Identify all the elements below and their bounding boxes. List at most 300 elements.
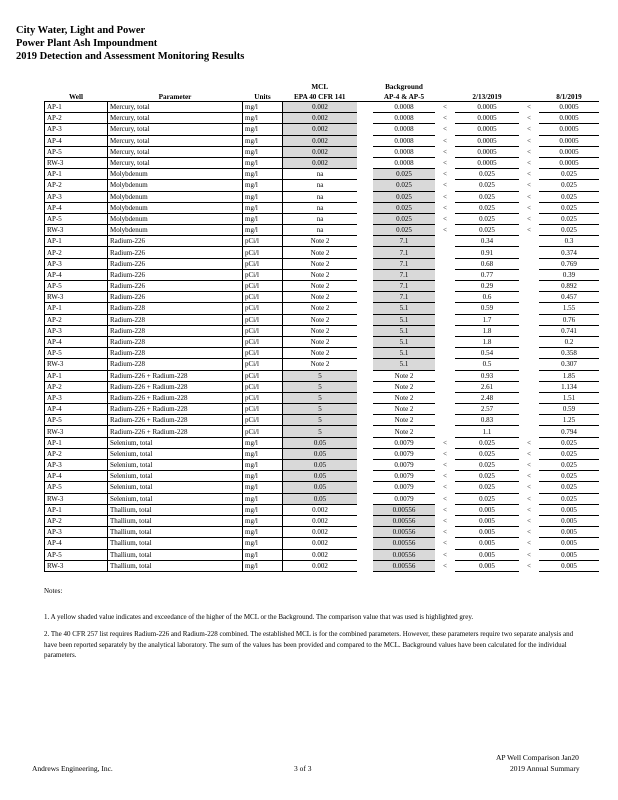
result-2-cell: 0.769 (539, 258, 599, 269)
qualifier-1-cell (435, 370, 455, 381)
background-cell: 0.00556 (373, 515, 435, 526)
units-cell: mg/l (243, 213, 283, 224)
mcl-cell: 0.002 (283, 102, 358, 113)
background-cell: 0.00556 (373, 527, 435, 538)
table-row (45, 325, 600, 336)
units-cell: mg/l (243, 113, 283, 124)
mcl-cell: 0.002 (283, 549, 358, 560)
parameter-cell: Radium-228 (108, 303, 243, 314)
result-2-cell: 0.005 (539, 527, 599, 538)
mcl-cell: Note 2 (283, 325, 358, 336)
qualifier-2-cell: < (527, 181, 531, 190)
table-row (45, 359, 600, 370)
background-cell: 7.1 (373, 247, 435, 258)
table-row (45, 538, 600, 549)
qualifier-2-cell (519, 336, 539, 347)
units-cell: mg/l (243, 493, 283, 504)
background-cell: 7.1 (373, 281, 435, 292)
mcl-cell: na (283, 213, 358, 224)
result-2-cell: 0.457 (539, 292, 599, 303)
units-cell: mg/l (243, 180, 283, 191)
qualifier-2-cell: < (527, 159, 531, 168)
result-1-cell: 0.0005 (455, 124, 519, 135)
background-cell: 7.1 (373, 292, 435, 303)
result-2-cell: 0.025 (539, 460, 599, 471)
result-1-cell: 0.34 (455, 236, 519, 247)
units-cell: pCi/l (243, 415, 283, 426)
qualifier-2-cell: < (527, 226, 531, 235)
qualifier-1-cell: < (443, 528, 447, 537)
well-cell: AP-1 (45, 504, 108, 515)
parameter-cell: Thallium, total (108, 515, 243, 526)
result-2-cell: 0.0005 (539, 146, 599, 157)
result-1-cell: 2.48 (455, 392, 519, 403)
background-cell: 0.0079 (373, 460, 435, 471)
qualifier-2-cell: < (527, 136, 531, 145)
table-row (45, 471, 600, 482)
mcl-cell: na (283, 169, 358, 180)
table-row (45, 169, 600, 180)
qualifier-1-cell: < (443, 550, 447, 559)
result-2-cell: 0.2 (539, 336, 599, 347)
background-cell: 7.1 (373, 258, 435, 269)
background-cell: 0.0008 (373, 157, 435, 168)
table-row (45, 415, 600, 426)
qualifier-1-cell (435, 392, 455, 403)
mcl-cell: 0.002 (283, 157, 358, 168)
table-row (45, 281, 600, 292)
qualifier-1-cell: < (443, 449, 447, 458)
result-1-cell: 0.5 (455, 359, 519, 370)
result-1-cell: 0.005 (455, 527, 519, 538)
background-cell: 0.025 (373, 213, 435, 224)
mcl-cell: 0.002 (283, 538, 358, 549)
qualifier-1-cell: < (443, 181, 447, 190)
qualifier-2-cell (519, 426, 539, 437)
units-cell: pCi/l (243, 392, 283, 403)
parameter-cell: Selenium, total (108, 448, 243, 459)
mcl-cell: 0.002 (283, 146, 358, 157)
background-cell: 5.1 (373, 336, 435, 347)
result-2-cell: 0.025 (539, 225, 599, 236)
mcl-cell: 0.002 (283, 113, 358, 124)
parameter-cell: Selenium, total (108, 471, 243, 482)
qualifier-1-cell: < (443, 214, 447, 223)
well-cell: AP-4 (45, 202, 108, 213)
background-cell: Note 2 (373, 426, 435, 437)
result-2-cell: 0.0005 (539, 102, 599, 113)
well-cell: AP-1 (45, 370, 108, 381)
background-cell: 0.0079 (373, 471, 435, 482)
table-row (45, 437, 600, 448)
result-1-cell: 0.0005 (455, 157, 519, 168)
result-2-cell: 0.005 (539, 560, 599, 571)
footer-file-name: AP Well Comparison Jan20 (496, 753, 579, 762)
background-cell: 0.0079 (373, 437, 435, 448)
background-cell: 0.0008 (373, 102, 435, 113)
units-cell: mg/l (243, 504, 283, 515)
result-2-cell: 0.025 (539, 191, 599, 202)
well-cell: AP-5 (45, 146, 108, 157)
qualifier-1-cell (435, 281, 455, 292)
mcl-cell: 0.05 (283, 437, 358, 448)
parameter-cell: Thallium, total (108, 538, 243, 549)
qualifier-2-cell (519, 381, 539, 392)
qualifier-1-cell (435, 325, 455, 336)
units-cell: mg/l (243, 191, 283, 202)
qualifier-2-cell (519, 303, 539, 314)
result-2-cell: 0.025 (539, 169, 599, 180)
mcl-cell: 5 (283, 370, 358, 381)
result-1-cell: 0.93 (455, 370, 519, 381)
qualifier-1-cell (435, 381, 455, 392)
result-2-cell: 0.025 (539, 180, 599, 191)
background-cell: 7.1 (373, 269, 435, 280)
table-row (45, 191, 600, 202)
result-2-cell: 0.005 (539, 515, 599, 526)
result-1-cell: 0.025 (455, 448, 519, 459)
header-date-2: 8/1/2019 (539, 91, 599, 102)
mcl-cell: 0.05 (283, 471, 358, 482)
units-cell: pCi/l (243, 381, 283, 392)
parameter-cell: Molybdenum (108, 202, 243, 213)
background-cell: Note 2 (373, 415, 435, 426)
units-cell: pCi/l (243, 336, 283, 347)
result-1-cell: 0.54 (455, 348, 519, 359)
result-1-cell: 0.005 (455, 560, 519, 571)
mcl-cell: Note 2 (283, 292, 358, 303)
well-cell: RW-3 (45, 493, 108, 504)
parameter-cell: Radium-226 (108, 281, 243, 292)
table-row (45, 527, 600, 538)
qualifier-2-cell (519, 348, 539, 359)
qualifier-2-cell: < (527, 539, 531, 548)
mcl-cell: 0.05 (283, 482, 358, 493)
parameter-cell: Mercury, total (108, 124, 243, 135)
result-2-cell: 1.55 (539, 303, 599, 314)
mcl-cell: Note 2 (283, 336, 358, 347)
qualifier-1-cell (435, 303, 455, 314)
qualifier-1-cell: < (443, 125, 447, 134)
table-row (45, 157, 600, 168)
parameter-cell: Radium-226 + Radium-228 (108, 381, 243, 392)
well-cell: AP-2 (45, 314, 108, 325)
result-2-cell: 0.3 (539, 236, 599, 247)
well-cell: RW-3 (45, 225, 108, 236)
background-cell: Note 2 (373, 370, 435, 381)
background-cell: 0.00556 (373, 538, 435, 549)
table-row (45, 336, 600, 347)
units-cell: mg/l (243, 560, 283, 571)
result-1-cell: 0.005 (455, 538, 519, 549)
parameter-cell: Radium-226 (108, 269, 243, 280)
result-2-cell: 0.005 (539, 504, 599, 515)
qualifier-1-cell (435, 258, 455, 269)
qualifier-1-cell (435, 348, 455, 359)
result-2-cell: 0.005 (539, 549, 599, 560)
result-1-cell: 0.29 (455, 281, 519, 292)
result-2-cell: 0.0005 (539, 124, 599, 135)
background-cell: 5.1 (373, 325, 435, 336)
result-1-cell: 0.91 (455, 247, 519, 258)
background-cell: 0.025 (373, 180, 435, 191)
mcl-cell: Note 2 (283, 314, 358, 325)
qualifier-1-cell (435, 426, 455, 437)
qualifier-2-cell (519, 359, 539, 370)
mcl-cell: 5 (283, 404, 358, 415)
parameter-cell: Molybdenum (108, 169, 243, 180)
result-1-cell: 0.025 (455, 169, 519, 180)
table-row (45, 247, 600, 258)
units-cell: pCi/l (243, 281, 283, 292)
units-cell: mg/l (243, 515, 283, 526)
units-cell: mg/l (243, 102, 283, 113)
mcl-cell: Note 2 (283, 281, 358, 292)
table-row (45, 482, 600, 493)
header-line-1: City Water, Light and Power (16, 25, 146, 36)
table-row (45, 124, 600, 135)
result-2-cell: 0.59 (539, 404, 599, 415)
background-cell: 0.0008 (373, 113, 435, 124)
qualifier-2-cell (519, 247, 539, 258)
parameter-cell: Radium-226 + Radium-228 (108, 392, 243, 403)
qualifier-2-cell (519, 258, 539, 269)
table-row (45, 448, 600, 459)
parameter-cell: Radium-226 + Radium-228 (108, 426, 243, 437)
background-cell: 0.025 (373, 169, 435, 180)
well-cell: AP-4 (45, 404, 108, 415)
units-cell: mg/l (243, 437, 283, 448)
units-cell: mg/l (243, 146, 283, 157)
result-2-cell: 0.0005 (539, 135, 599, 146)
qualifier-2-cell: < (527, 561, 531, 570)
qualifier-2-cell (519, 392, 539, 403)
header-well: Well (45, 91, 108, 102)
qualifier-2-cell: < (527, 483, 531, 492)
qualifier-2-cell (519, 292, 539, 303)
well-cell: AP-1 (45, 437, 108, 448)
well-cell: AP-5 (45, 213, 108, 224)
result-2-cell: 0.76 (539, 314, 599, 325)
mcl-cell: 0.05 (283, 460, 358, 471)
background-cell: 0.0079 (373, 448, 435, 459)
well-cell: RW-3 (45, 560, 108, 571)
parameter-cell: Molybdenum (108, 225, 243, 236)
table-row (45, 381, 600, 392)
units-cell: pCi/l (243, 269, 283, 280)
result-2-cell: 0.005 (539, 538, 599, 549)
well-cell: AP-3 (45, 325, 108, 336)
units-cell: pCi/l (243, 258, 283, 269)
result-2-cell: 0.0005 (539, 113, 599, 124)
parameter-cell: Thallium, total (108, 560, 243, 571)
header-units: Units (243, 91, 283, 102)
mcl-cell: 0.002 (283, 527, 358, 538)
result-1-cell: 0.025 (455, 191, 519, 202)
background-cell: 0.0008 (373, 146, 435, 157)
result-1-cell: 0.005 (455, 504, 519, 515)
table-row (45, 180, 600, 191)
qualifier-2-cell: < (527, 461, 531, 470)
background-cell: 0.025 (373, 202, 435, 213)
qualifier-1-cell (435, 269, 455, 280)
qualifier-1-cell (435, 336, 455, 347)
well-cell: AP-5 (45, 281, 108, 292)
result-1-cell: 0.0005 (455, 146, 519, 157)
header-line-3: 2019 Detection and Assessment Monitoring Results (16, 51, 245, 62)
result-2-cell: 0.025 (539, 471, 599, 482)
results-table (44, 80, 599, 572)
well-cell: AP-3 (45, 392, 108, 403)
header-line-2: Power Plant Ash Impoundment (16, 38, 158, 49)
well-cell: AP-4 (45, 135, 108, 146)
units-cell: mg/l (243, 157, 283, 168)
note-2: 2. The 40 CFR 257 list requires Radium-226 and Radium-228 combined. The established MCL is for the combined parameters. However, these parameters require two separate analysis and have been reported separately by the analytical laboratory. The sum of the values has been provided and compared to the MCL. Background values have been calculated for the individual parameters. (44, 630, 574, 659)
mcl-cell: 5 (283, 392, 358, 403)
result-2-cell: 0.025 (539, 213, 599, 224)
qualifier-2-cell (519, 404, 539, 415)
parameter-cell: Selenium, total (108, 482, 243, 493)
qualifier-2-cell: < (527, 472, 531, 481)
background-cell: 0.0008 (373, 135, 435, 146)
units-cell: mg/l (243, 225, 283, 236)
result-1-cell: 0.005 (455, 549, 519, 560)
parameter-cell: Radium-226 + Radium-228 (108, 404, 243, 415)
units-cell: mg/l (243, 169, 283, 180)
well-cell: AP-1 (45, 236, 108, 247)
qualifier-2-cell: < (527, 494, 531, 503)
qualifier-1-cell: < (443, 472, 447, 481)
result-2-cell: 0.358 (539, 348, 599, 359)
result-2-cell: 0.025 (539, 493, 599, 504)
background-cell: 0.0008 (373, 124, 435, 135)
background-cell: 0.00556 (373, 560, 435, 571)
parameter-cell: Thallium, total (108, 549, 243, 560)
parameter-cell: Radium-228 (108, 325, 243, 336)
qualifier-1-cell (435, 359, 455, 370)
well-cell: RW-3 (45, 292, 108, 303)
units-cell: pCi/l (243, 325, 283, 336)
parameter-cell: Radium-226 + Radium-228 (108, 415, 243, 426)
parameter-cell: Molybdenum (108, 213, 243, 224)
mcl-cell: 0.002 (283, 124, 358, 135)
qualifier-2-cell: < (527, 192, 531, 201)
table-row (45, 292, 600, 303)
parameter-cell: Molybdenum (108, 191, 243, 202)
result-1-cell: 0.0005 (455, 135, 519, 146)
qualifier-1-cell (435, 292, 455, 303)
parameter-cell: Thallium, total (108, 527, 243, 538)
mcl-cell: Note 2 (283, 258, 358, 269)
result-1-cell: 0.025 (455, 225, 519, 236)
parameter-cell: Radium-226 (108, 292, 243, 303)
qualifier-1-cell: < (443, 483, 447, 492)
qualifier-1-cell: < (443, 494, 447, 503)
well-cell: AP-3 (45, 460, 108, 471)
table-row (45, 404, 600, 415)
note-1: 1. A yellow shaded value indicates and exceedance of the higher of the MCL or the Background. The comparison value that was used is highlighted grey. (44, 613, 474, 621)
qualifier-2-cell: < (527, 114, 531, 123)
table-row (45, 370, 600, 381)
qualifier-1-cell: < (443, 505, 447, 514)
result-2-cell: 0.374 (539, 247, 599, 258)
result-1-cell: 0.025 (455, 493, 519, 504)
header-mcl: MCL (311, 82, 329, 91)
qualifier-1-cell: < (443, 438, 447, 447)
result-1-cell: 0.025 (455, 180, 519, 191)
result-2-cell: 1.25 (539, 415, 599, 426)
mcl-cell: 0.002 (283, 515, 358, 526)
units-cell: pCi/l (243, 303, 283, 314)
mcl-cell: na (283, 191, 358, 202)
result-1-cell: 1.1 (455, 426, 519, 437)
result-1-cell: 0.6 (455, 292, 519, 303)
units-cell: mg/l (243, 549, 283, 560)
mcl-cell: 5 (283, 381, 358, 392)
well-cell: AP-4 (45, 538, 108, 549)
result-1-cell: 0.025 (455, 460, 519, 471)
qualifier-2-cell: < (527, 550, 531, 559)
well-cell: AP-3 (45, 258, 108, 269)
notes-title: Notes: (44, 587, 63, 595)
table-row (45, 426, 600, 437)
parameter-cell: Mercury, total (108, 113, 243, 124)
parameter-cell: Molybdenum (108, 180, 243, 191)
mcl-cell: na (283, 225, 358, 236)
header-mcl-standard: EPA 40 CFR 141 (283, 91, 358, 102)
result-2-cell: 1.85 (539, 370, 599, 381)
qualifier-2-cell (519, 415, 539, 426)
units-cell: mg/l (243, 202, 283, 213)
result-2-cell: 0.307 (539, 359, 599, 370)
well-cell: AP-3 (45, 124, 108, 135)
result-1-cell: 0.025 (455, 202, 519, 213)
parameter-cell: Mercury, total (108, 157, 243, 168)
well-cell: AP-5 (45, 549, 108, 560)
well-cell: RW-3 (45, 157, 108, 168)
qualifier-1-cell (435, 404, 455, 415)
parameter-cell: Mercury, total (108, 102, 243, 113)
qualifier-1-cell: < (443, 147, 447, 156)
qualifier-1-cell: < (443, 103, 447, 112)
parameter-cell: Radium-228 (108, 314, 243, 325)
result-1-cell: 0.025 (455, 482, 519, 493)
header-background-wells: AP-4 & AP-5 (373, 91, 435, 102)
background-cell: 0.025 (373, 191, 435, 202)
table-row (45, 102, 600, 113)
mcl-cell: 0.05 (283, 493, 358, 504)
result-1-cell: 0.025 (455, 437, 519, 448)
units-cell: pCi/l (243, 359, 283, 370)
qualifier-2-cell (519, 281, 539, 292)
parameter-cell: Selenium, total (108, 437, 243, 448)
qualifier-1-cell (435, 247, 455, 258)
qualifier-2-cell (519, 370, 539, 381)
qualifier-2-cell: < (527, 214, 531, 223)
mcl-cell: 0.05 (283, 448, 358, 459)
qualifier-1-cell: < (443, 159, 447, 168)
well-cell: AP-5 (45, 415, 108, 426)
background-cell: 5.1 (373, 314, 435, 325)
result-2-cell: 0.025 (539, 482, 599, 493)
result-1-cell: 1.8 (455, 325, 519, 336)
units-cell: pCi/l (243, 426, 283, 437)
result-2-cell: 0.794 (539, 426, 599, 437)
result-1-cell: 0.68 (455, 258, 519, 269)
result-1-cell: 0.83 (455, 415, 519, 426)
units-cell: pCi/l (243, 348, 283, 359)
header-parameter: Parameter (108, 91, 243, 102)
